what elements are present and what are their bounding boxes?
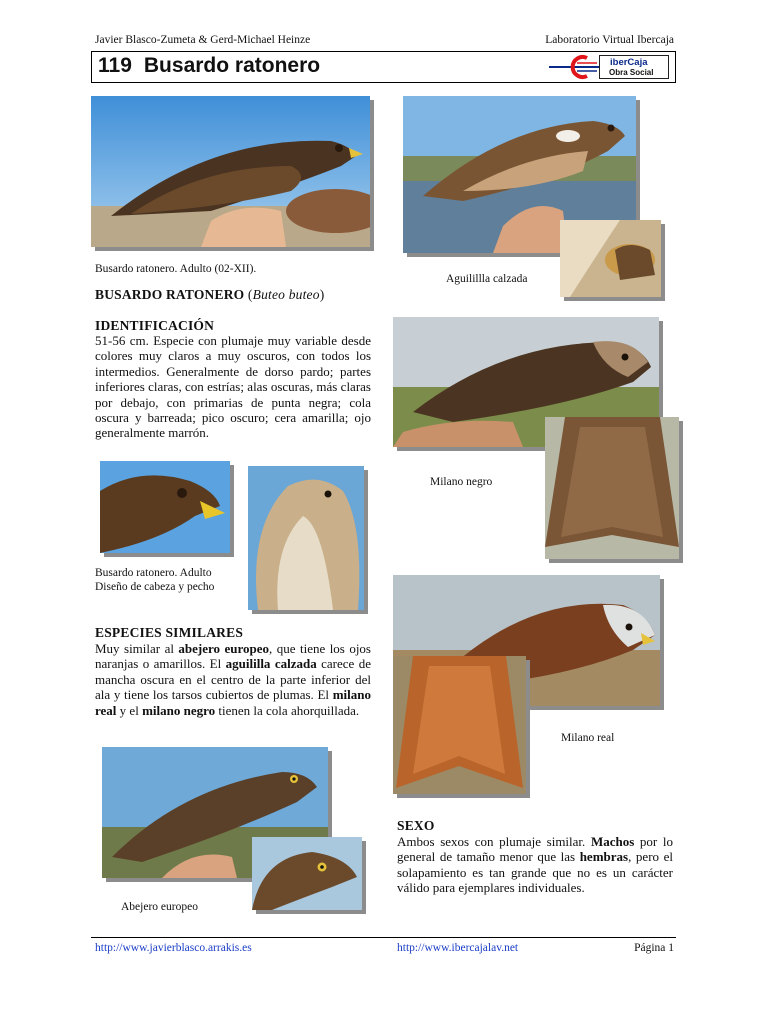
- caption-booted-eagle: Aguilillla calzada: [446, 273, 528, 285]
- footer-rule: [91, 937, 676, 938]
- logo-box: [599, 55, 669, 79]
- footer-link-ibercajalav[interactable]: http://www.ibercajalav.net: [397, 942, 519, 954]
- photo-black-kite-tail: [545, 417, 679, 559]
- sex-heading: SEXO: [397, 818, 435, 833]
- page-title: [98, 54, 320, 78]
- sex-text: Ambos sexos con plumaje similar. Machos por lo general de tamaño menor que las hembras, pero el solapamiento es tan grande que no es un carácter válido para ejemplares individuales.: [397, 834, 673, 896]
- header-lab: Laboratorio Virtual Ibercaja: [545, 34, 674, 46]
- identification-heading: IDENTIFICACIÓN: [95, 318, 215, 333]
- caption-honey-buzzard: Abejero europeo: [121, 901, 198, 913]
- title-box: [91, 51, 676, 83]
- ibercaja-logo: [547, 55, 669, 79]
- header-authors: Javier Blasco-Zumeta & Gerd-Michael Heinze: [95, 34, 311, 46]
- photo-honey-buzzard-head: [252, 837, 362, 910]
- caption-black-kite: Milano negro: [430, 476, 493, 488]
- similar-text: Muy similar al abejero europeo, que tiene los ojos naranjas o amarillos. El aguililla calzada carece de mancha oscura en el centro de la parte inferior del ala y tiene los tarsos cubiertos de plumas. El milano real y el milano negro tienen la cola ahorquillada.: [95, 641, 372, 718]
- ibercaja-swoosh-icon: [547, 54, 607, 80]
- caption-adult: Busardo ratonero. Adulto (02-XII).: [95, 263, 257, 275]
- caption-head-line1: Busardo ratonero. Adulto: [95, 567, 212, 579]
- logo-sub: Obra Social: [609, 68, 654, 77]
- similar-heading: ESPECIES SIMILARES: [95, 625, 244, 640]
- footer-link-javierblasco[interactable]: http://www.javierblasco.arrakis.es: [95, 942, 252, 954]
- photo-buzzard-chest: [248, 466, 364, 610]
- photo-buzzard-head: [100, 461, 230, 553]
- photo-booted-eagle-feet: [560, 220, 661, 297]
- logo-brand: iberCaja: [610, 57, 648, 68]
- caption-red-kite: Milano real: [561, 732, 615, 744]
- photo-adult-buzzard: [91, 96, 370, 247]
- page-number: Página 1: [634, 942, 674, 954]
- title-name: Busardo ratonero: [143, 54, 321, 77]
- species-scientific: Buteo buteo: [252, 287, 320, 302]
- species-heading: BUSARDO RATONERO (Buteo buteo): [95, 287, 325, 302]
- identification-text: 51-56 cm. Especie con plumaje muy variable desde colores muy claros a muy oscuros, con todos los intermedios. Generalmente de dorso pardo; partes inferiores claras, con estrías; alas oscuras, más claras por debajo, con primarias de punta negra; cola oscura y barreada; pico oscuro; cera amarilla; ojo generalmente marrón.: [95, 333, 371, 441]
- caption-head-line2: Diseño de cabeza y pecho: [95, 581, 215, 593]
- species-common: BUSARDO RATONERO: [95, 287, 245, 302]
- photo-red-kite-tail: [393, 656, 526, 794]
- title-number: 119: [98, 54, 132, 77]
